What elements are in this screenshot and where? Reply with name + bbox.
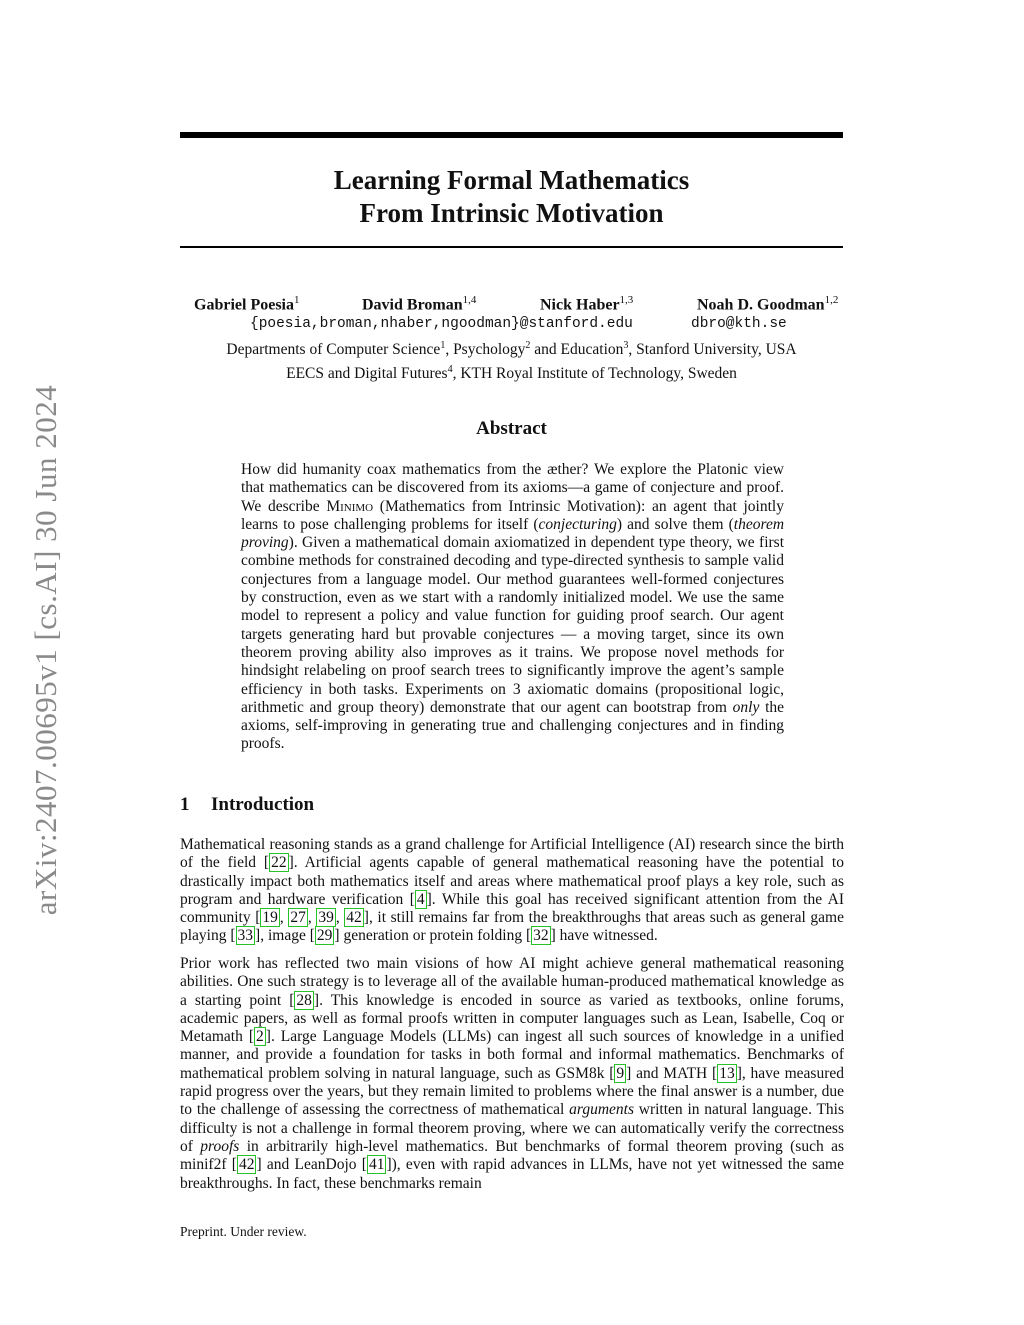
paper-title	[180, 164, 843, 230]
abstract-heading: Abstract	[476, 418, 547, 439]
author-haber: Nick Haber$^{1,3}$	[540, 294, 634, 314]
author-broman: David Broman$^{1,4}$	[362, 294, 477, 314]
citation-link[interactable]: 33	[237, 927, 254, 945]
affiliation-line-2: EECS and Digital Futures$^4$, KTH Royal Institute of Technology, Sweden	[286, 364, 737, 383]
intro-paragraph-2: Prior work has reflected two main visions of how AI might achieve general mathematical reasoning abilities. One such strategy is to leverage all of the available human-produced mathematical knowledge as a starting point [ 28 ]. This knowledge is encoded in source as varied as textbooks, online forums, academic papers, as well as formal proofs written in computer languages such as Lean, Isabelle, Coq or Metamath [ 2 ]. Large Language Models (LLMs) can ingest all such sources of knowledge in a unified manner, and provide a foundation for tasks in both formal and informal mathematics. Benchmarks of mathematical problem solving in natural language, such as GSM8k [ 9 ] and MATH [ 13 ], have measured rapid progress over the years, but they remain limited to problems where the final answer is a number, due to the challenge of assessing the correctness of mathematical arguments written in natural language. This difficulty is not a challenge in formal theorem proving, where we can automatically verify the correctness of proofs in arbitrarily high-level mathematics. But benchmarks of formal theorem proving (such as minif2f [ 42 ] and LeanDojo [ 41 ]), even with rapid advances in LLMs, have not yet witnessed the same breakthroughs. In fact, these benchmarks remain	[180, 955, 845, 1192]
citation-link[interactable]: 28	[296, 991, 312, 1009]
citation-link[interactable]: 42	[238, 1156, 255, 1174]
citation-link[interactable]: 9	[616, 1064, 625, 1082]
title-line-1: Learning Formal Mathematics	[333, 165, 690, 195]
citation-link[interactable]: 39	[318, 909, 334, 927]
affiliation-line-1: Departments of Computer Science$^1$, Psychology$^2$ and Education$^3$, Stanford University, USA	[226, 340, 797, 359]
citation-link[interactable]: 19	[262, 909, 278, 927]
author-block	[180, 294, 843, 384]
title-rule-bottom	[180, 246, 843, 248]
minimo-name: Minimo	[326, 497, 374, 515]
page-footer: Preprint. Under review.	[180, 1224, 307, 1239]
intro-paragraph-1: Mathematical reasoning stands as a grand challenge for Artificial Intelligence (AI) research since the birth of the field [ 22 ]. Artificial agents capable of general mathematical reasoning have the potential to drastically impact both mathematics itself and areas where mathematical proof plays a key role, such as program and hardware verification [ 4 ]. While this goal has received significant attention from the AI community [ 19 , 27 , 39 , 42 ], it still remains far from the breakthroughs that areas such as general game playing [ 33 ], image [ 29 ] generation or protein folding [ 32 ] have witnessed.	[180, 836, 844, 945]
author-emails	[180, 316, 843, 336]
citation-link[interactable]: 22	[271, 854, 287, 872]
citation-link[interactable]: 42	[346, 909, 362, 927]
citation-link[interactable]: 32	[533, 927, 549, 945]
citation-link[interactable]: 2	[256, 1028, 264, 1046]
abstract-text: How did humanity coax mathematics from the æther? We explore the Platonic view that mathematics can be discovered from its axioms—a game of conjecture and proof. We describe Minimo (Mathematics from Intrinsic Motivation): an agent that jointly learns to pose challenging problems for itself (conjecturing) and solve them (theorem proving). Given a mathematical domain axiomatized in dependent type theory, we first combine methods for constrained decoding and type-directed synthesis to sample valid conjectures from a language model. Our method guarantees well-formed conjectures by construction, even as we start with a randomly initialized model. We use the same model to represent a policy and value function for guiding proof search. Our agent targets generating hard but provable conjectures — a moving target, since its own theorem proving ability also improves as it trains. We propose novel methods for hindsight relabeling on proof search trees to significantly improve the agent’s sample efficiency in both tasks. Experiments on 3 axiomatic domains (propositional logic, arithmetic and group theory) demonstrate that our agent can bootstrap from only the axioms, self-improving in generating true and challenging conjectures and in finding proofs.	[241, 461, 785, 753]
author-goodman: Noah D. Goodman$^{1,2}$	[697, 294, 839, 314]
citation-link[interactable]: 27	[290, 909, 306, 927]
email-stanford: {poesia,broman,nhaber,ngoodman}@stanford.edu	[250, 316, 633, 332]
author-poesia: Gabriel Poesia$^1$	[194, 294, 300, 314]
email-kth: dbro@kth.se	[691, 316, 787, 332]
title-rule-top	[180, 132, 843, 138]
citation-link[interactable]: 29	[316, 927, 333, 945]
citation-link[interactable]: 4	[416, 890, 425, 908]
section-heading-introduction: 1 Introduction	[180, 794, 315, 815]
author-names	[180, 294, 843, 316]
arxiv-identifier: arXiv:2407.00695v1 [cs.AI] 30 Jun 2024	[28, 384, 63, 916]
citation-link[interactable]: 13	[719, 1064, 735, 1082]
title-line-2: From Intrinsic Motivation	[359, 198, 664, 228]
citation-link[interactable]: 41	[368, 1156, 385, 1174]
